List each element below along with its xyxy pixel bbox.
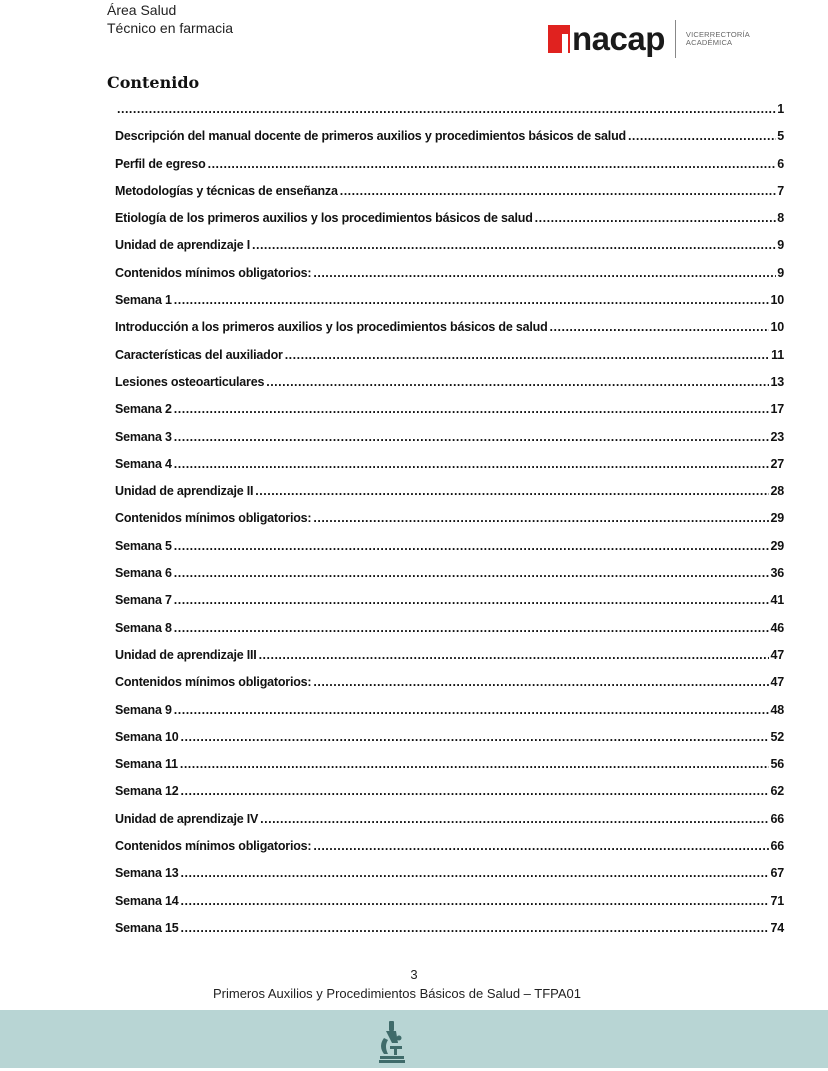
toc-entry-label: Semana 13 xyxy=(115,866,179,881)
toc-leader-dots xyxy=(174,457,770,471)
toc-entry[interactable] xyxy=(115,757,784,784)
toc-entry-page: 74 xyxy=(770,920,784,935)
toc-entry-label: Unidad de aprendizaje III xyxy=(115,647,257,662)
toc-entry-label: Semana 2 xyxy=(115,402,172,417)
toc-leader-dots xyxy=(313,266,776,280)
toc-entry-page: 28 xyxy=(770,484,784,499)
toc-entry-page: 8 xyxy=(777,211,784,226)
toc-entry-label: Semana 3 xyxy=(115,429,172,444)
toc-entry[interactable] xyxy=(115,648,784,675)
toc-entry[interactable] xyxy=(115,730,784,757)
toc-entry[interactable] xyxy=(115,402,784,429)
toc-leader-dots xyxy=(181,784,770,798)
toc-entry-page: 66 xyxy=(770,839,784,854)
toc-entry-label: Semana 7 xyxy=(115,593,172,608)
toc-leader-dots xyxy=(117,102,776,116)
toc-entry-page: 67 xyxy=(770,866,784,881)
toc-entry-page: 10 xyxy=(770,293,784,308)
toc-entry-label: Semana 9 xyxy=(115,702,172,717)
toc-entry-page: 9 xyxy=(777,238,784,253)
toc-entry-page: 29 xyxy=(770,538,784,553)
toc-title: Contenido xyxy=(107,73,200,92)
toc-entry[interactable] xyxy=(115,621,784,648)
toc-entry-page: 5 xyxy=(777,129,784,144)
toc-leader-dots xyxy=(180,757,770,771)
toc-leader-dots xyxy=(174,703,770,717)
toc-entry[interactable] xyxy=(115,484,784,511)
toc-leader-dots xyxy=(181,921,770,935)
table-of-contents xyxy=(115,102,784,948)
toc-entry-label: Semana 12 xyxy=(115,784,179,799)
toc-entry[interactable] xyxy=(115,675,784,702)
toc-leader-dots xyxy=(174,539,770,553)
toc-entry-label: Semana 6 xyxy=(115,566,172,581)
toc-entry-page: 1 xyxy=(777,102,784,116)
toc-entry-label: Semana 8 xyxy=(115,620,172,635)
toc-entry-page: 71 xyxy=(770,893,784,908)
toc-leader-dots xyxy=(181,866,770,880)
logo-subtitle-line2: ACADÉMICA xyxy=(685,38,733,47)
toc-entry-page: 66 xyxy=(770,811,784,826)
toc-entry-label: Semana 11 xyxy=(115,757,178,772)
toc-entry[interactable] xyxy=(115,921,784,948)
toc-leader-dots xyxy=(628,129,776,143)
toc-leader-dots xyxy=(255,484,769,498)
toc-entry-label: Semana 14 xyxy=(115,893,179,908)
toc-entry-label: Introducción a los primeros auxilios y los procedimientos básicos de salud xyxy=(115,320,548,335)
toc-entry[interactable] xyxy=(115,593,784,620)
toc-entry[interactable] xyxy=(115,293,784,320)
toc-entry[interactable] xyxy=(115,539,784,566)
toc-entry-label: Semana 15 xyxy=(115,920,179,935)
toc-entry-label: Contenidos mínimos obligatorios: xyxy=(115,839,312,854)
toc-leader-dots xyxy=(535,211,777,225)
document-header xyxy=(107,1,233,37)
toc-entry-page: 9 xyxy=(777,265,784,280)
toc-entry[interactable] xyxy=(115,184,784,211)
toc-leader-dots xyxy=(285,348,770,362)
toc-entry-page: 52 xyxy=(770,729,784,744)
toc-entry-page: 11 xyxy=(771,347,784,362)
toc-entry[interactable] xyxy=(115,320,784,347)
toc-entry-label: Semana 10 xyxy=(115,729,179,744)
toc-entry-label: Semana 5 xyxy=(115,538,172,553)
logo-subtitle-line1: VICERRECTORÍA xyxy=(685,30,751,39)
toc-leader-dots xyxy=(252,238,776,252)
toc-leader-dots xyxy=(259,648,770,662)
logo-divider xyxy=(675,20,676,58)
toc-leader-dots xyxy=(340,184,777,198)
toc-leader-dots xyxy=(208,157,777,171)
toc-entry[interactable] xyxy=(115,457,784,484)
toc-entry[interactable] xyxy=(115,102,784,129)
toc-leader-dots xyxy=(313,675,769,689)
toc-entry[interactable] xyxy=(115,211,784,238)
toc-entry-page: 27 xyxy=(770,456,784,471)
toc-entry-page: 7 xyxy=(777,183,784,198)
toc-entry[interactable] xyxy=(115,238,784,265)
toc-leader-dots xyxy=(260,812,769,826)
toc-leader-dots xyxy=(313,839,769,853)
toc-entry-label: Descripción del manual docente de primeros auxilios y procedimientos básicos de salud xyxy=(115,129,626,144)
toc-entry-page: 23 xyxy=(770,429,784,444)
toc-leader-dots xyxy=(266,375,769,389)
toc-entry[interactable] xyxy=(115,703,784,730)
toc-entry[interactable] xyxy=(115,894,784,921)
toc-entry[interactable] xyxy=(115,348,784,375)
toc-entry-label: Semana 1 xyxy=(115,293,172,308)
inacap-logo xyxy=(548,19,750,59)
toc-entry-page: 46 xyxy=(770,620,784,635)
logo-brand: nacap xyxy=(572,20,665,57)
toc-entry-page: 47 xyxy=(770,675,784,690)
page-number: 3 xyxy=(410,967,418,982)
toc-entry-label: Contenidos mínimos obligatorios: xyxy=(115,675,312,690)
toc-entry[interactable] xyxy=(115,866,784,893)
toc-entry-label: Unidad de aprendizaje II xyxy=(115,484,254,499)
footer-document-title: Primeros Auxilios y Procedimientos Básicos de Salud – TFPA01 xyxy=(212,986,582,1001)
toc-entry-page: 10 xyxy=(770,320,784,335)
toc-entry[interactable] xyxy=(115,157,784,184)
header-area: Área Salud xyxy=(107,2,177,18)
logo-subtitle xyxy=(686,31,750,47)
toc-entry-label: Contenidos mínimos obligatorios: xyxy=(115,265,312,280)
toc-leader-dots xyxy=(174,402,770,416)
toc-entry[interactable] xyxy=(115,129,784,156)
footer-band xyxy=(0,1010,828,1068)
toc-entry-page: 56 xyxy=(770,757,784,772)
toc-entry-label: Etiología de los primeros auxilios y los procedimientos básicos de salud xyxy=(115,211,533,226)
toc-leader-dots xyxy=(174,566,770,580)
toc-entry[interactable] xyxy=(115,784,784,811)
toc-leader-dots xyxy=(550,320,770,334)
toc-entry[interactable] xyxy=(115,566,784,593)
toc-entry[interactable] xyxy=(115,266,784,293)
toc-leader-dots xyxy=(174,293,770,307)
toc-entry-label: Perfil de egreso xyxy=(115,156,206,171)
toc-entry-page: 6 xyxy=(777,156,784,171)
toc-entry-label: Características del auxiliador xyxy=(115,347,283,362)
toc-entry[interactable] xyxy=(115,430,784,457)
toc-leader-dots xyxy=(181,894,770,908)
toc-entry-page: 48 xyxy=(770,702,784,717)
toc-entry-page: 36 xyxy=(770,566,784,581)
toc-leader-dots xyxy=(181,730,770,744)
toc-entry-label: Contenidos mínimos obligatorios: xyxy=(115,511,312,526)
toc-entry-label: Unidad de aprendizaje I xyxy=(115,238,251,253)
logo-mark-icon xyxy=(548,25,570,53)
toc-entry-page: 13 xyxy=(770,374,784,389)
toc-entry-label: Lesiones osteoarticulares xyxy=(115,374,265,389)
toc-leader-dots xyxy=(174,593,770,607)
toc-entry[interactable] xyxy=(115,375,784,402)
toc-entry-label: Metodologías y técnicas de enseñanza xyxy=(115,183,338,198)
toc-entry-page: 47 xyxy=(770,647,784,662)
microscope-icon xyxy=(376,1020,406,1064)
toc-entry[interactable] xyxy=(115,511,784,538)
toc-entry-label: Semana 4 xyxy=(115,456,172,471)
toc-leader-dots xyxy=(174,621,770,635)
toc-entry[interactable] xyxy=(115,812,784,839)
toc-entry-page: 41 xyxy=(770,593,784,608)
toc-leader-dots xyxy=(313,511,769,525)
header-program: Técnico en farmacia xyxy=(107,20,234,36)
toc-entry-label: Unidad de aprendizaje IV xyxy=(115,811,259,826)
toc-leader-dots xyxy=(174,430,770,444)
toc-entry-page: 62 xyxy=(770,784,784,799)
toc-entry[interactable] xyxy=(115,839,784,866)
toc-entry-page: 29 xyxy=(770,511,784,526)
toc-entry-page: 17 xyxy=(770,402,784,417)
